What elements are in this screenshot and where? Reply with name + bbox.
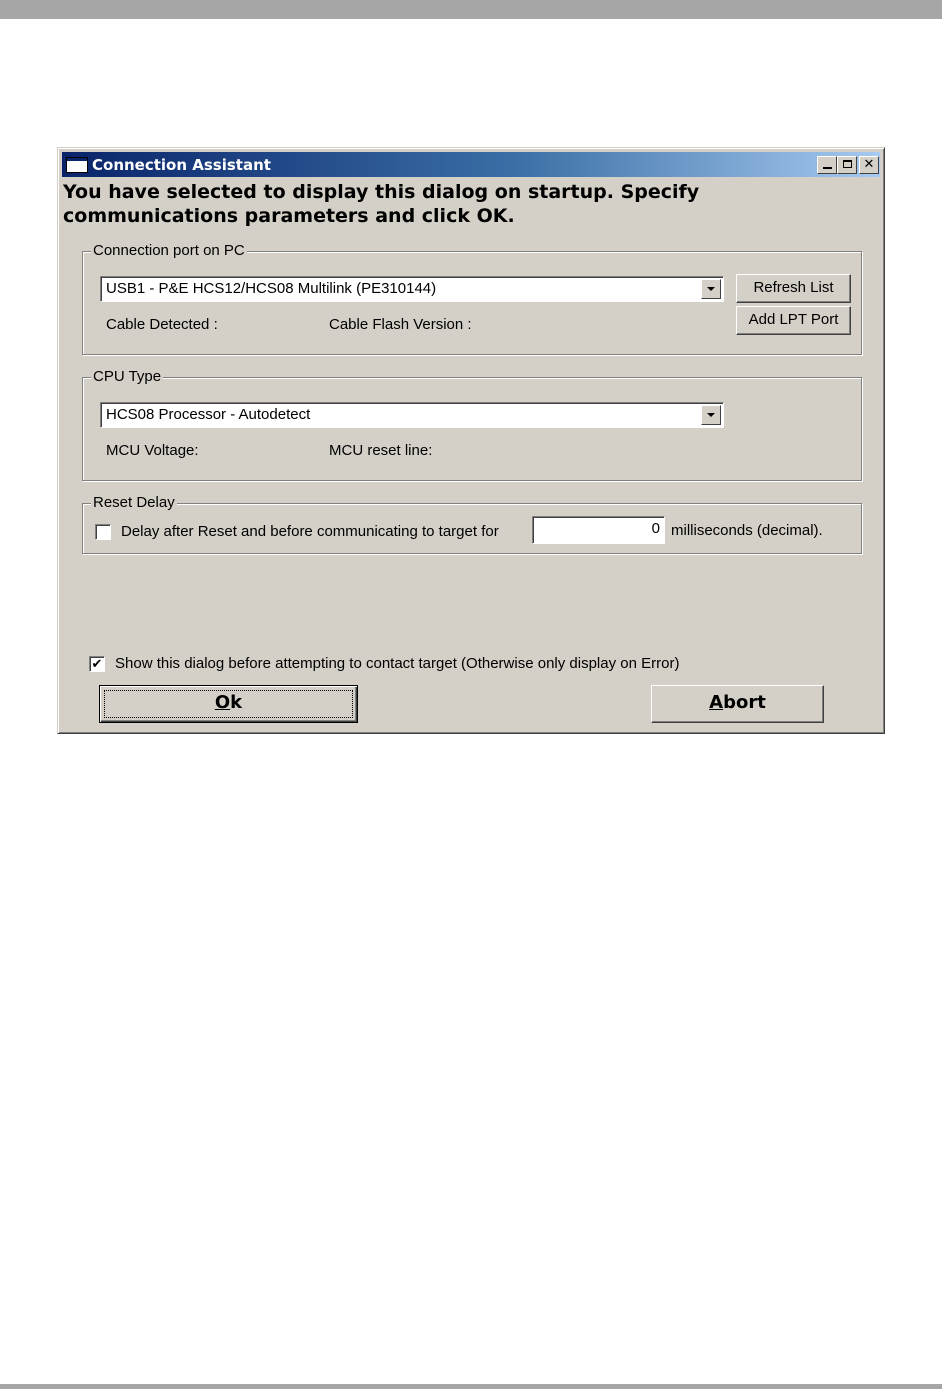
- page-footer-bar: [0, 1384, 942, 1389]
- cable-flash-version-label: Cable Flash Version :: [329, 316, 472, 333]
- reset-delay-legend: Reset Delay: [93, 494, 175, 511]
- milliseconds-label: milliseconds (decimal).: [671, 522, 823, 539]
- maximize-button[interactable]: [837, 156, 857, 174]
- abort-button[interactable]: [651, 685, 824, 723]
- cpu-type-legend: CPU Type: [93, 368, 162, 385]
- minimize-icon: [823, 167, 832, 169]
- connection-port-legend: Connection port on PC: [93, 242, 245, 259]
- close-button[interactable]: [859, 156, 879, 174]
- chevron-down-icon[interactable]: [701, 405, 721, 425]
- refresh-list-button[interactable]: Refresh List: [736, 274, 851, 303]
- ok-label: k: [230, 692, 243, 713]
- cpu-type-select[interactable]: [100, 402, 724, 428]
- connection-port-group: [82, 242, 862, 355]
- abort-hotkey: A: [709, 692, 724, 713]
- close-icon: ✕: [863, 157, 875, 172]
- delay-after-reset-checkbox[interactable]: [95, 524, 111, 540]
- delay-after-reset-label: Delay after Reset and before communicating to target for: [121, 523, 499, 540]
- port-select-value: USB1 - P&E HCS12/HCS08 Multilink (PE310144): [106, 280, 437, 297]
- title-bar[interactable]: [62, 152, 880, 177]
- mcu-reset-line-label: MCU reset line:: [329, 442, 433, 459]
- port-select[interactable]: [100, 276, 724, 302]
- page-header-bar: [0, 0, 942, 19]
- minimize-button[interactable]: [817, 156, 837, 174]
- abort-label: bort: [723, 692, 766, 713]
- ok-button[interactable]: [99, 685, 358, 723]
- window-title: Connection Assistant: [92, 156, 271, 174]
- delay-ms-input[interactable]: 0: [532, 516, 665, 544]
- cable-detected-label: Cable Detected :: [106, 316, 218, 333]
- cpu-type-select-value: HCS08 Processor - Autodetect: [106, 406, 311, 423]
- reset-delay-group: [82, 494, 862, 554]
- chevron-down-icon[interactable]: [701, 279, 721, 299]
- add-lpt-port-button[interactable]: Add LPT Port: [736, 306, 851, 335]
- cpu-type-group: [82, 368, 862, 481]
- mcu-voltage-label: MCU Voltage:: [106, 442, 199, 459]
- intro-message: You have selected to display this dialog on startup. Specify communications parameters and click OK.: [63, 181, 700, 227]
- ok-hotkey: O: [214, 692, 231, 713]
- connection-assistant-dialog: [57, 147, 885, 734]
- window-icon: [66, 157, 88, 173]
- focus-indicator: [104, 690, 353, 718]
- show-dialog-label: Show this dialog before attempting to contact target (Otherwise only display on Error): [115, 655, 680, 672]
- maximize-icon: [843, 160, 852, 168]
- show-dialog-checkbox[interactable]: ✔: [89, 656, 105, 672]
